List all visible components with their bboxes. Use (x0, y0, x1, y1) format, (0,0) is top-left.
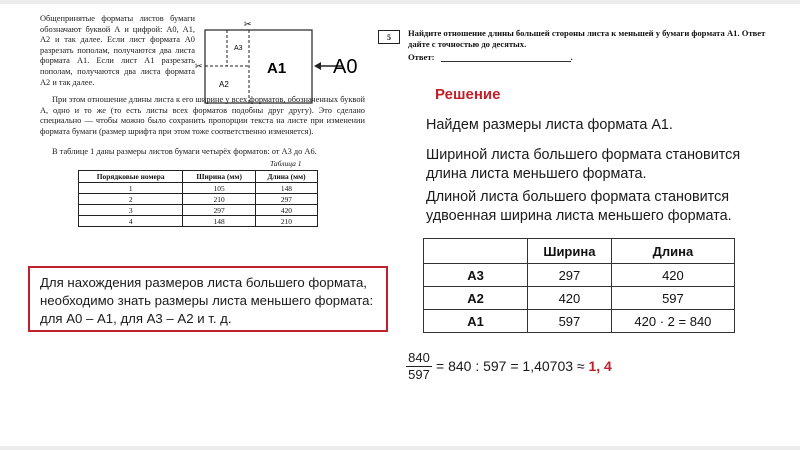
diagram-label-a2: А2 (219, 80, 229, 89)
diagram-label-a1: А1 (267, 60, 287, 77)
table-cell: 420 · 2 = 840 (611, 310, 734, 333)
scissors-left-icon: ✂ (195, 62, 203, 72)
table-cell: 210 (183, 194, 256, 205)
table-caption: Таблица 1 (270, 159, 302, 168)
table-row (424, 239, 735, 264)
task-number: 5 (378, 30, 400, 44)
table-row (79, 194, 318, 205)
table-cell: 210 (255, 216, 317, 227)
solution-step-3: Длиной листа большего формата становится удвоенная ширина листа меньшего формата. (426, 189, 732, 224)
diagram-label-a3: А3 (234, 45, 243, 52)
table-header (424, 239, 528, 264)
solution-title: Решение (435, 86, 501, 103)
diagram-label-a0: А0 (333, 56, 358, 78)
table-cell: 105 (183, 183, 256, 194)
task-text: Найдите отношение длины большей стороны листа к меньшей у бумаги формата А1. Ответ дайте с точностью до десятых. (408, 28, 766, 49)
table-cell: А3 (424, 264, 528, 287)
table-header: Порядковые номера (79, 171, 183, 183)
paper-sizes-table (78, 170, 318, 227)
table-row (424, 264, 735, 287)
table-row (424, 287, 735, 310)
formula-body (436, 358, 612, 374)
table-cell: 297 (183, 205, 256, 216)
table-cell: 420 (528, 287, 612, 310)
answer-label: Ответ: (408, 52, 437, 62)
answer-dot: . (570, 52, 573, 62)
fraction-numerator: 840 (406, 350, 432, 367)
fraction-denominator: 597 (408, 367, 430, 382)
table-cell: 420 (255, 205, 317, 216)
table-row (79, 183, 318, 194)
table-row (79, 216, 318, 227)
table-cell: 597 (528, 310, 612, 333)
table-cell: 420 (611, 264, 734, 287)
note-box: Для нахождения размеров листа большего формата, необходимо знать размеры листа меньшего формата: для А0 – А1, для А3 – А2 и т. д. (28, 266, 388, 332)
table-cell: 297 (528, 264, 612, 287)
table-header: Ширина (мм) (183, 171, 256, 183)
table-cell: 4 (79, 216, 183, 227)
table-row (79, 205, 318, 216)
answer-row (408, 52, 573, 62)
intro-paragraph: Общепринятые форматы листов бумаги обозначают буквой А и цифрой: А0, А1, А2 и так далее. Если лист формата А0 разрезать пополам, получаются два листа формата А1. Если лист А1 разрезать пополам, получаются два листа формата А2 и так далее. (40, 14, 195, 87)
table-cell: 1 (79, 183, 183, 194)
table-cell: 148 (183, 216, 256, 227)
answer-field[interactable] (441, 53, 571, 62)
bottom-border (0, 446, 800, 450)
solution-table (423, 238, 735, 333)
table-cell: А1 (424, 310, 528, 333)
scissors-top-icon: ✂ (244, 20, 252, 30)
table-row (424, 310, 735, 333)
table-header: Длина (мм) (255, 171, 317, 183)
solution-step-2: Шириной листа большего формата становится длина листа меньшего формата. (426, 147, 741, 182)
table-cell: 297 (255, 194, 317, 205)
table-cell: 3 (79, 205, 183, 216)
top-border (0, 0, 800, 4)
proportions-paragraph: При этом отношение длины листа к его ширине у всех форматов, обозначенных буквой А, одно и то же (то есть листы всех форматов подобны друг другу). Это сделано специально — чтобы можно было сохранить пропорции текста на листе при изменении формата бумаги (размер шрифта при этом тоже соответственно изменяется). (40, 95, 365, 136)
table-cell: 2 (79, 194, 183, 205)
table-header: Ширина (528, 239, 612, 264)
table-header: Длина (611, 239, 734, 264)
table-cell: А2 (424, 287, 528, 310)
formula-result: 1, 4 (588, 358, 612, 374)
table-cell: 148 (255, 183, 317, 194)
table-intro-paragraph: В таблице 1 даны размеры листов бумаги четырёх форматов: от А3 до А6. (52, 147, 317, 156)
table-cell: 597 (611, 287, 734, 310)
formula-expression: = 840 : 597 = 1,40703 ≈ (436, 358, 589, 374)
solution-step-1: Найдем размеры листа формата А1. (426, 117, 673, 133)
fraction (406, 350, 432, 383)
